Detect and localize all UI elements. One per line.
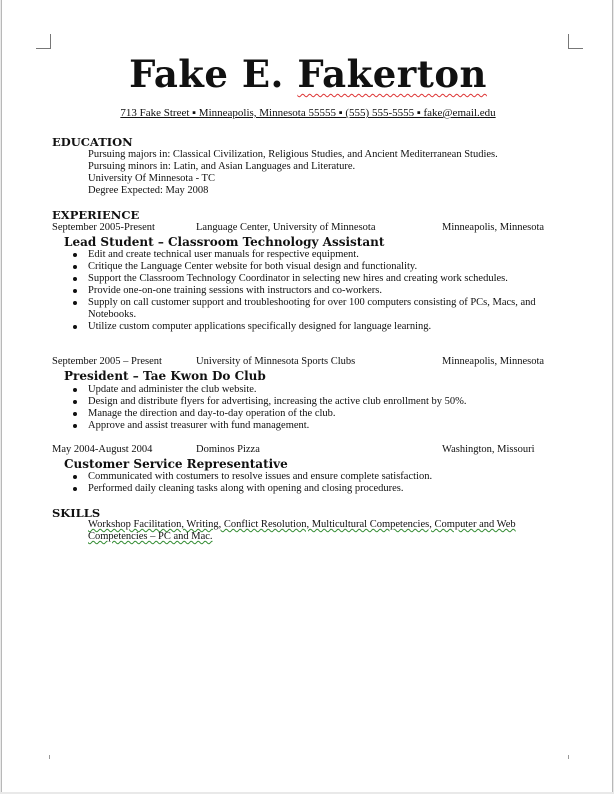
list-item: Support the Classroom Technology Coordinator in selecting new hires and creating work schedules. (64, 273, 564, 285)
crop-mark-top-left (36, 34, 51, 49)
skills-text: Workshop Facilitation, Writing, Conflict Resolution, Multicultural Competencies, Computer and Web Competencies – PC and Mac. (88, 519, 516, 542)
contact-line: 713 Fake Street ▪ Minneapolis, Minnesota 55555 ▪ (555) 555-5555 ▪ fake@email.edu (120, 107, 496, 119)
job-2-bullet-list (64, 384, 564, 432)
name-first: Fake E. (129, 52, 284, 96)
list-item: Utilize custom computer applications specifically designed for language learning. (64, 321, 564, 333)
job-2-location: Minneapolis, Minnesota (442, 356, 545, 367)
list-item: Manage the direction and day-to-day operation of the club. (64, 408, 564, 420)
job-1-title: Lead Student – Classroom Technology Assistant (64, 235, 385, 249)
job-3-dates: May 2004-August 2004 (52, 444, 153, 455)
margin-tick-right (568, 755, 569, 759)
list-item: Design and distribute flyers for advertising, increasing the active club enrollment by 50%. (64, 396, 564, 408)
job-1-bullet-list (64, 249, 564, 333)
job-1-location: Minneapolis, Minnesota (442, 222, 545, 233)
list-item: Communicated with costumers to resolve issues and ensure complete satisfaction. (64, 471, 564, 483)
education-line-majors: Pursuing majors in: Classical Civilization, Religious Studies, and Ancient Mediterranean Studies. (88, 149, 498, 160)
margin-tick-left (49, 755, 50, 759)
list-item: Edit and create technical user manuals for respective equipment. (64, 249, 564, 261)
list-item: Performed daily cleaning tasks along with opening and closing procedures. (64, 483, 564, 495)
experience-heading: EXPERIENCE (52, 208, 140, 222)
job-2-title: President – Tae Kwon Do Club (64, 369, 266, 383)
list-item: Approve and assist treasurer with fund management. (64, 420, 564, 432)
job-3-bullet-list (64, 471, 564, 495)
job-2-organization: University of Minnesota Sports Clubs (196, 356, 356, 367)
applicant-name (2, 52, 614, 96)
crop-mark-top-right (568, 34, 583, 49)
job-3-title: Customer Service Representative (64, 457, 288, 471)
education-line-school: University Of Minnesota - TC (88, 173, 215, 184)
list-item: Supply on call customer support and troubleshooting for over 100 computers consisting of PCs, Macs, and Notebooks. (64, 297, 564, 321)
resume-page (1, 0, 613, 792)
education-line-minors: Pursuing minors in: Latin, and Asian Languages and Literature. (88, 161, 356, 172)
education-heading: EDUCATION (52, 135, 133, 149)
list-item: Critique the Language Center website for both visual design and functionality. (64, 261, 564, 273)
job-2-dates: September 2005 – Present (52, 356, 162, 367)
name-last: Fakerton (297, 52, 487, 96)
job-1-dates: September 2005-Present (52, 222, 155, 233)
list-item: Provide one-on-one training sessions with instructors and co-workers. (64, 285, 564, 297)
job-3-location: Washington, Missouri (442, 444, 535, 455)
education-line-degree: Degree Expected: May 2008 (88, 185, 209, 196)
list-item: Update and administer the club website. (64, 384, 564, 396)
job-1-organization: Language Center, University of Minnesota (196, 222, 376, 233)
skills-heading: SKILLS (52, 506, 101, 520)
job-3-organization: Dominos Pizza (196, 444, 260, 455)
